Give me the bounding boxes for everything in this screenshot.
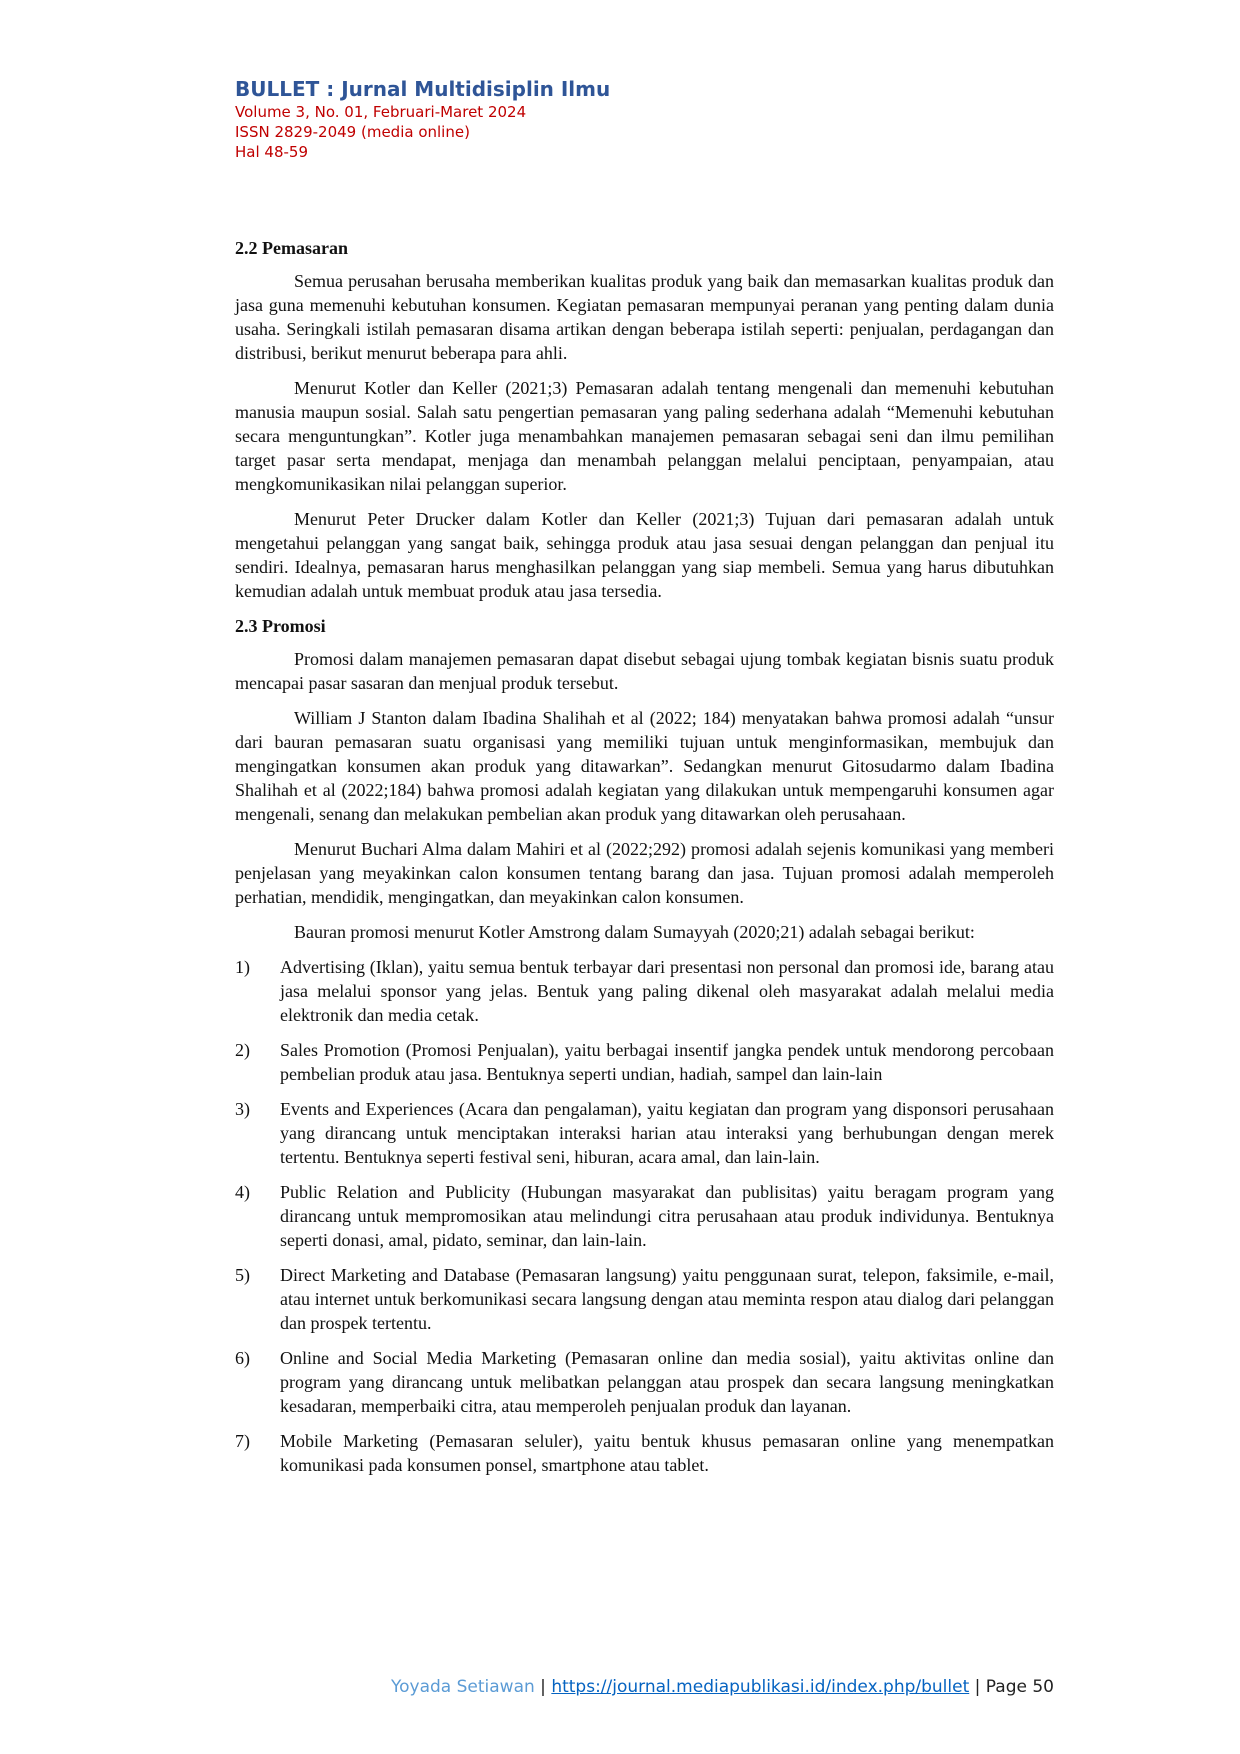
footer-journal-link[interactable]: https://journal.mediapublikasi.id/index.php/bullet	[551, 1677, 970, 1697]
article-body	[235, 236, 1054, 1488]
journal-issn: ISSN 2829-2049 (media online)	[235, 123, 470, 141]
list-item	[235, 1429, 1054, 1477]
footer-separator: |	[969, 1677, 986, 1697]
list-number: 3)	[235, 1099, 250, 1119]
list-item-text: Advertising (Iklan), yaitu semua bentuk terbayar dari presentasi non personal dan promosi ide, barang atau jasa melalui sponsor yang jelas. Bentuk yang paling dikenal oleh masyarakat adalah melalui media elektronik dan media cetak.	[280, 957, 1054, 1025]
paragraph: Menurut Kotler dan Keller (2021;3) Pemasaran adalah tentang mengenali dan memenuhi kebutuhan manusia maupun sosial. Salah satu pengertian pemasaran yang paling sederhana adalah “Memenuhi kebutuhan secara menguntungkan”. Kotler juga menambahkan manajemen pemasaran sebagai seni dan ilmu pemilihan target pasar serta mendapat, menjaga dan menambah pelanggan melalui penciptaan, penyampaian, atau mengkomunikasikan nilai pelanggan superior.	[235, 378, 1054, 494]
paragraph: William J Stanton dalam Ibadina Shalihah et al (2022; 184) menyatakan bahwa promosi adalah “unsur dari bauran pemasaran suatu organisasi yang memiliki tujuan untuk menginformasikan, membujuk dan mengingatkan konsumen akan produk yang ditawarkan”. Sedangkan menurut Gitosudarmo dalam Ibadina Shalihah et al (2022;184) bahwa promosi adalah kegiatan yang dilakukan untuk mempengaruhi konsumen agar mengenali, senang dan melakukan pembelian akan produk yang ditawarkan oleh perusahaan.	[235, 708, 1054, 824]
paragraph: Promosi dalam manajemen pemasaran dapat disebut sebagai ujung tombak kegiatan bisnis suatu produk mencapai pasar sasaran dan menjual produk tersebut.	[235, 649, 1054, 693]
list-item	[235, 955, 1054, 1027]
list-number: 5)	[235, 1265, 250, 1285]
list-item-text: Public Relation and Publicity (Hubungan masyarakat dan publisitas) yaitu beragam program yang dirancang untuk mempromosikan atau melindungi citra perusahaan atau produk individunya. Bentuknya seperti donasi, amal, pidato, seminar, dan lain-lain.	[280, 1182, 1054, 1250]
list-item-text: Online and Social Media Marketing (Pemasaran online dan media sosial), yaitu aktivitas online dan program yang dirancang untuk melibatkan pelanggan atau prospek dan secara langsung meningkatkan kesadaran, memperbaiki citra, atau memperoleh penjualan produk dan layanan.	[280, 1348, 1054, 1416]
list-item	[235, 1346, 1054, 1418]
footer-page-number: Page 50	[985, 1677, 1054, 1697]
list-number: 1)	[235, 957, 250, 977]
list-number: 6)	[235, 1348, 250, 1368]
list-number: 4)	[235, 1182, 250, 1202]
list-item	[235, 1097, 1054, 1169]
list-item-text: Mobile Marketing (Pemasaran seluler), yaitu bentuk khusus pemasaran online yang menempatkan komunikasi pada konsumen ponsel, smartphone atau tablet.	[280, 1431, 1054, 1475]
list-number: 2)	[235, 1040, 250, 1060]
promotion-mix-list	[235, 955, 1054, 1477]
page-footer	[391, 1677, 1054, 1697]
paragraph: Menurut Buchari Alma dalam Mahiri et al (2022;292) promosi adalah sejenis komunikasi yang memberi penjelasan yang meyakinkan calon konsumen tentang barang dan jasa. Tujuan promosi adalah memperoleh perhatian, mendidik, mengingatkan, dan meyakinkan calon konsumen.	[235, 839, 1054, 907]
list-item-text: Direct Marketing and Database (Pemasaran langsung) yaitu penggunaan surat, telepon, faksimile, e-mail, atau internet untuk berkomunikasi secara langsung dengan atau meminta respon atau dialog dari pelanggan dan prospek tertentu.	[280, 1265, 1054, 1333]
section-heading-pemasaran: 2.2 Pemasaran	[235, 238, 348, 258]
list-item	[235, 1038, 1054, 1086]
journal-pages: Hal 48-59	[235, 143, 308, 161]
list-number: 7)	[235, 1431, 250, 1451]
footer-separator: |	[534, 1677, 552, 1697]
list-item-text: Sales Promotion (Promosi Penjualan), yaitu berbagai insentif jangka pendek untuk mendorong percobaan pembelian produk atau jasa. Bentuknya seperti undian, hadiah, sampel dan lain-lain	[280, 1040, 1054, 1084]
journal-header	[235, 76, 610, 162]
paragraph: Bauran promosi menurut Kotler Amstrong dalam Sumayyah (2020;21) adalah sebagai berikut:	[294, 922, 975, 942]
list-item	[235, 1180, 1054, 1252]
journal-title: BULLET : Jurnal Multidisiplin Ilmu	[235, 77, 611, 101]
section-heading-promosi: 2.3 Promosi	[235, 616, 326, 636]
journal-volume: Volume 3, No. 01, Februari-Maret 2024	[235, 103, 527, 121]
paragraph: Menurut Peter Drucker dalam Kotler dan Keller (2021;3) Tujuan dari pemasaran adalah untuk mengetahui pelanggan yang sangat baik, sehingga produk atau jasa sesuai dengan pelanggan dan penjual itu sendiri. Idealnya, pemasaran harus menghasilkan pelanggan yang siap membeli. Semua yang harus dibutuhkan kemudian adalah untuk membuat produk atau jasa tersedia.	[235, 509, 1054, 601]
paragraph: Semua perusahan berusaha memberikan kualitas produk yang baik dan memasarkan kualitas produk dan jasa guna memenuhi kebutuhan konsumen. Kegiatan pemasaran mempunyai peranan yang penting dalam dunia usaha. Seringkali istilah pemasaran disama artikan dengan beberapa istilah seperti: penjualan, perdagangan dan distribusi, berikut menurut beberapa para ahli.	[235, 271, 1054, 363]
footer-author: Yoyada Setiawan	[391, 1677, 535, 1697]
list-item	[235, 1263, 1054, 1335]
list-item-text: Events and Experiences (Acara dan pengalaman), yaitu kegiatan dan program yang disponsori perusahaan yang dirancang untuk menciptakan interaksi harian atau interaksi yang berhubungan dengan merek tertentu. Bentuknya seperti festival seni, hiburan, acara amal, dan lain-lain.	[280, 1099, 1054, 1167]
